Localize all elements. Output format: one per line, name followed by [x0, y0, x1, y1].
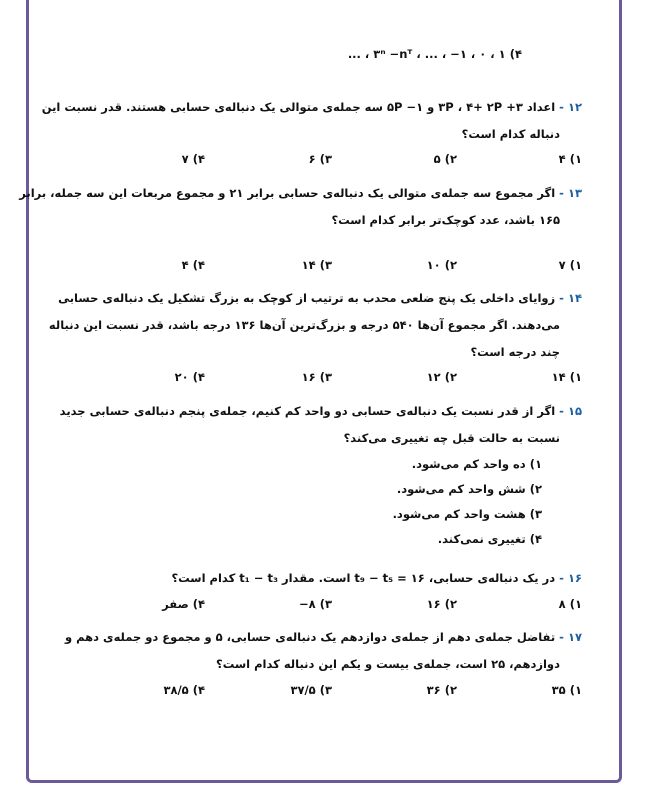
question-number: ۱۶ -: [559, 571, 582, 585]
option-4[interactable]: ۴) ۲۰: [174, 370, 205, 384]
question-16-line-1: [60, 568, 582, 588]
question-14-line-2: می‌دهند. اگر مجموع آن‌ها ۵۴۰ درجه و بزرگ‌ترین آن‌ها ۱۳۶ درجه باشد، قدر نسبت این دنباله: [48, 318, 560, 332]
option-4[interactable]: ۴) ۷: [181, 152, 205, 166]
question-14-line-3: چند درجه است؟: [470, 345, 560, 359]
question-text: تفاضل جمله‌ی دهم از جمله‌ی دوازدهم یک دنباله‌ی حسابی، ۵ و مجموع دو جمله‌ی دهم و: [64, 630, 556, 644]
option-1[interactable]: ۱) ۴: [558, 152, 582, 166]
option-2[interactable]: ۲) ۱۰: [426, 258, 457, 272]
question-15-line-2: نسبت به حالت قبل چه تغییری می‌کند؟: [343, 431, 560, 445]
question-14-options: [60, 370, 582, 390]
question-number: ۱۲ -: [559, 100, 582, 114]
option-3[interactable]: ۳) ۸−: [299, 597, 332, 611]
option-2[interactable]: ۲) ۳۶: [426, 683, 457, 697]
question-text: اگر مجموع سه جمله‌ی متوالی یک دنباله‌ی حسابی برابر ۲۱ و مجموع مربعات این سه جمله، برابر: [19, 186, 556, 200]
option-1[interactable]: ۱) ۸: [558, 597, 582, 611]
option-1[interactable]: ۱) ۳۵: [551, 683, 582, 697]
question-number: ۱۳ -: [559, 186, 582, 200]
question-16-options: [60, 597, 582, 617]
question-13-line-2: ۱۶۵ باشد، عدد کوچک‌تر برابر کدام است؟: [331, 213, 560, 227]
question-text: در یک دنباله‌ی حسابی، ۱۶ = t₉ − t₅ است. مقدار t₁ − t₃ کدام است؟: [171, 571, 556, 585]
option-3[interactable]: ۳) ۳۷/۵: [290, 683, 332, 697]
question-number: ۱۵ -: [559, 404, 582, 418]
option-3[interactable]: ۳) ۶: [308, 152, 332, 166]
question-13-line-1: [19, 183, 582, 203]
option-3[interactable]: ۳) هشت واحد کم می‌شود.: [392, 507, 542, 521]
question-15-line-1: [60, 401, 582, 421]
question-text: اگر از قدر نسبت یک دنباله‌ی حسابی دو واحد کم کنیم، جمله‌ی پنجم دنباله‌ی حسابی جدید: [59, 404, 556, 418]
question-12-options: [60, 152, 582, 172]
question-15-options: [60, 452, 582, 552]
option-2[interactable]: ۲) ۵: [433, 152, 457, 166]
option-1[interactable]: ۱) ده واحد کم می‌شود.: [411, 457, 542, 471]
option-1[interactable]: ۱) ۷: [558, 258, 582, 272]
question-13-options: [60, 258, 582, 278]
question-14-line-1: [60, 288, 582, 308]
question-text: اعداد ۳+ ۳P ، ۴+ ۲P و ۱− ۵P سه جمله‌ی متوالی یک دنباله‌ی حسابی هستند. قدر نسبت این: [41, 100, 556, 114]
question-text: زوایای داخلی یک پنج ضلعی محدب به ترتیب از کوچک به بزرگ تشکیل یک دنباله‌ی حسابی: [58, 291, 556, 305]
option-1[interactable]: ۱) ۱۴: [551, 370, 582, 384]
question-12-line-1: [41, 97, 582, 117]
question-17-options: [60, 683, 582, 703]
question-12-line-2: دنباله کدام است؟: [461, 127, 560, 141]
previous-question-option-4: ۴) ۱ ، ۰ ، ۱− ، ... ، ۳ⁿ −nᵀ ، ...: [347, 47, 522, 61]
option-2[interactable]: ۲) شش واحد کم می‌شود.: [396, 482, 542, 496]
option-4[interactable]: ۴) صفر: [162, 597, 205, 611]
question-number: ۱۷ -: [559, 630, 582, 644]
question-number: ۱۴ -: [559, 291, 582, 305]
option-4[interactable]: ۴) ۴: [181, 258, 205, 272]
option-2[interactable]: ۲) ۱۲: [426, 370, 457, 384]
option-3[interactable]: ۳) ۱۶: [301, 370, 332, 384]
option-2[interactable]: ۲) ۱۶: [426, 597, 457, 611]
option-3[interactable]: ۳) ۱۴: [301, 258, 332, 272]
option-4[interactable]: ۴) تغییری نمی‌کند.: [437, 532, 542, 546]
question-17-line-1: [60, 627, 582, 647]
question-17-line-2: دوازدهم، ۲۵ است، جمله‌ی بیست و یکم این دنباله کدام است؟: [216, 657, 560, 671]
option-4[interactable]: ۴) ۳۸/۵: [163, 683, 205, 697]
